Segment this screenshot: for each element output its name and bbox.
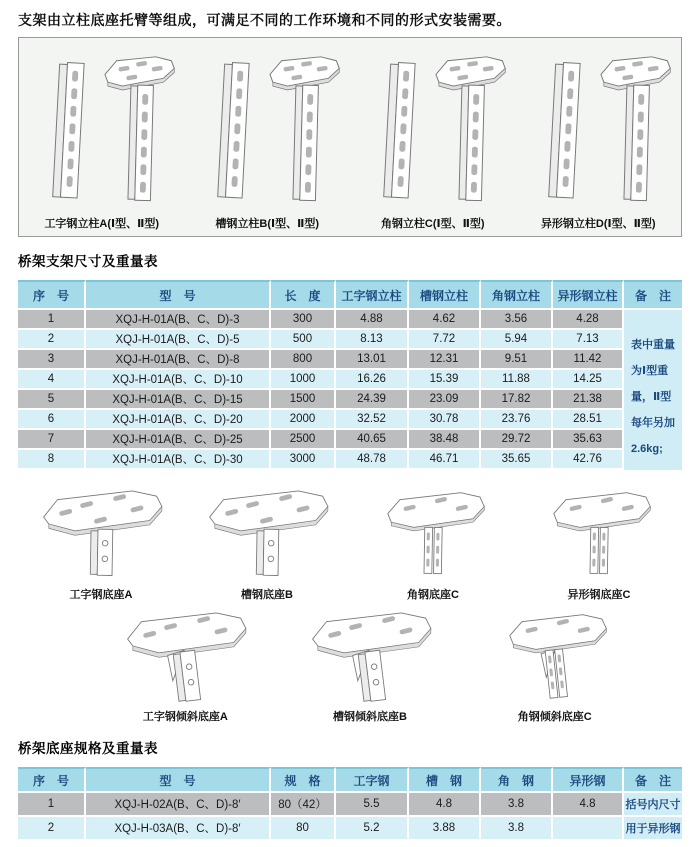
cell-angle-weight: 17.82 (481, 390, 553, 410)
cell-special-weight: 21.38 (553, 390, 624, 410)
base-figure-b (184, 484, 350, 602)
angle-column-drawing (359, 49, 507, 215)
cell-ibeam-weight: 8.13 (336, 330, 409, 350)
base-label-d: 异形钢底座C (567, 589, 631, 601)
cell-channel-weight: 3.88 (409, 817, 481, 841)
cell-special-weight: 11.42 (553, 350, 624, 370)
tilt-base-figure-a (93, 606, 278, 724)
tilt-base-label-c: 角钢倾斜底座C (517, 711, 592, 723)
channel-tilt-base-drawing (291, 606, 449, 706)
cell-special-weight: 42.76 (553, 450, 624, 470)
cell-model: XQJ-H-01A(B、C、D)-5 (86, 330, 271, 350)
cell-index: 7 (18, 430, 86, 450)
cell-spec: 80（42） (271, 793, 336, 817)
table-row (18, 330, 624, 350)
cell-special-weight (553, 817, 624, 841)
column-header: 工字钢立柱 (336, 280, 409, 310)
cell-special-weight: 7.13 (553, 330, 624, 350)
support-table-header-row (18, 280, 624, 310)
column-header: 工字钢 (336, 767, 409, 793)
remark-line: 每年另加 (631, 417, 675, 429)
cell-model: XQJ-H-01A(B、C、D)-25 (86, 430, 271, 450)
cell-index: 1 (18, 793, 86, 817)
cell-index: 2 (18, 330, 86, 350)
column-header: 槽钢立柱 (409, 280, 481, 310)
support-table-body (18, 310, 624, 470)
table-row (18, 390, 624, 410)
ibeam-base-drawing (22, 484, 180, 584)
support-table-title: 桥架支架尺寸及重量表 (18, 254, 158, 269)
column-header: 异形钢 (553, 767, 624, 793)
channel-base-drawing (188, 484, 346, 584)
cell-spec: 80 (271, 817, 336, 841)
cell-ibeam-weight: 40.65 (336, 430, 409, 450)
intro-text: 支架由立柱底座托臂等组成，可满足不同的工作环境和不同的形式安装需要。 (18, 12, 511, 28)
cell-ibeam-weight: 5.5 (336, 793, 409, 817)
table-row (18, 793, 624, 817)
cell-length: 500 (271, 330, 336, 350)
table-row (18, 350, 624, 370)
cell-special-weight: 35.63 (553, 430, 624, 450)
base-label-a: 工字钢底座A (69, 589, 133, 601)
column-label-c: 角钢立柱C(Ⅰ型、Ⅱ型) (380, 218, 485, 230)
base-figure-c (350, 484, 516, 602)
cell-angle-weight: 29.72 (481, 430, 553, 450)
cell-angle-weight: 9.51 (481, 350, 553, 370)
remark-header: 备 注 (624, 767, 682, 793)
table-row (18, 450, 624, 470)
base-remark-column (624, 767, 682, 841)
cell-model: XQJ-H-01A(B、C、D)-30 (86, 450, 271, 470)
remark-line: 为Ⅰ型重 (631, 365, 669, 377)
column-header: 异形钢立柱 (553, 280, 624, 310)
column-header: 型 号 (86, 767, 271, 793)
tilt-base-label-a: 工字钢倾斜底座A (142, 711, 228, 723)
column-label-a: 工字钢立柱A(Ⅰ型、Ⅱ型) (44, 218, 160, 230)
ibeam-column-drawing (28, 49, 176, 215)
base-table (18, 767, 624, 841)
tilt-base-label-b: 槽钢倾斜底座B (333, 711, 407, 723)
cell-channel-weight: 38.48 (409, 430, 481, 450)
column-label-d: 异形钢立柱D(Ⅰ型、Ⅱ型) (540, 218, 656, 230)
cell-angle-weight: 23.76 (481, 410, 553, 430)
column-header: 长 度 (271, 280, 336, 310)
cell-special-weight: 28.51 (553, 410, 624, 430)
cell-ibeam-weight: 13.01 (336, 350, 409, 370)
table-row (18, 370, 624, 390)
cell-model: XQJ-H-01A(B、C、D)-20 (86, 410, 271, 430)
cell-index: 8 (18, 450, 86, 470)
cell-model: XQJ-H-02A(B、C、D)-8′ (86, 793, 271, 817)
table-row (18, 410, 624, 430)
base-remark-cells (624, 793, 682, 841)
remark-cell: 括号内尺寸 (624, 793, 682, 817)
remark-header: 备 注 (624, 280, 682, 310)
remark-line: 量，Ⅱ型 (631, 391, 672, 403)
cell-length: 2500 (271, 430, 336, 450)
angle-tilt-base-drawing (476, 606, 634, 706)
channel-column-drawing (193, 49, 341, 215)
column-header: 序 号 (18, 280, 86, 310)
cell-channel-weight: 15.39 (409, 370, 481, 390)
cell-ibeam-weight: 4.88 (336, 310, 409, 330)
column-header: 槽 钢 (409, 767, 481, 793)
column-header: 角 钢 (481, 767, 553, 793)
base-table-header-row (18, 767, 624, 793)
column-figure-d (516, 38, 682, 236)
base-figure-a (18, 484, 184, 602)
column-header: 序 号 (18, 767, 86, 793)
cell-ibeam-weight: 32.52 (336, 410, 409, 430)
cell-model: XQJ-H-01A(B、C、D)-3 (86, 310, 271, 330)
column-drawings-panel (18, 37, 682, 237)
cell-model: XQJ-H-01A(B、C、D)-15 (86, 390, 271, 410)
cell-angle-weight: 11.88 (481, 370, 553, 390)
tilt-base-figure-c (462, 606, 647, 724)
base-table-title: 桥架底座规格及重量表 (18, 741, 158, 756)
angle-base-drawing (354, 484, 512, 584)
cell-angle-weight: 3.8 (481, 793, 553, 817)
special-column-drawing (524, 49, 672, 215)
column-figure-c (350, 38, 516, 236)
cell-channel-weight: 4.8 (409, 793, 481, 817)
cell-special-weight: 4.28 (553, 310, 624, 330)
column-label-b: 槽钢立柱B(Ⅰ型、Ⅱ型) (215, 218, 320, 230)
tilt-base-figure-b (278, 606, 463, 724)
cell-channel-weight: 30.78 (409, 410, 481, 430)
cell-length: 2000 (271, 410, 336, 430)
base-figure-d (516, 484, 682, 602)
base-drawings-row1 (18, 484, 682, 602)
table-row (18, 310, 624, 330)
remark-note (624, 310, 682, 470)
column-header: 角钢立柱 (481, 280, 553, 310)
cell-angle-weight: 3.56 (481, 310, 553, 330)
cell-model: XQJ-H-03A(B、C、D)-8′ (86, 817, 271, 841)
base-label-c: 角钢底座C (407, 589, 459, 601)
remark-cell: 用于异形钢 (624, 817, 682, 841)
cell-special-weight: 4.8 (553, 793, 624, 817)
cell-ibeam-weight: 5.2 (336, 817, 409, 841)
table-row (18, 430, 624, 450)
cell-length: 300 (271, 310, 336, 330)
remark-line: 表中重量 (631, 339, 675, 351)
cell-special-weight: 14.25 (553, 370, 624, 390)
cell-length: 1500 (271, 390, 336, 410)
base-table-body (18, 793, 624, 841)
cell-index: 1 (18, 310, 86, 330)
base-drawings-row2 (18, 606, 682, 724)
cell-length: 800 (271, 350, 336, 370)
cell-channel-weight: 12.31 (409, 350, 481, 370)
base-table-wrap (18, 767, 682, 841)
cell-angle-weight: 3.8 (481, 817, 553, 841)
cell-model: XQJ-H-01A(B、C、D)-8 (86, 350, 271, 370)
ibeam-tilt-base-drawing (106, 606, 264, 706)
column-header: 规 格 (271, 767, 336, 793)
cell-channel-weight: 46.71 (409, 450, 481, 470)
support-table (18, 280, 624, 470)
cell-ibeam-weight: 48.78 (336, 450, 409, 470)
cell-index: 4 (18, 370, 86, 390)
special-base-drawing (520, 484, 678, 584)
cell-channel-weight: 4.62 (409, 310, 481, 330)
cell-ibeam-weight: 16.26 (336, 370, 409, 390)
base-label-b: 槽钢底座B (241, 589, 293, 601)
cell-index: 6 (18, 410, 86, 430)
column-figure-b (185, 38, 351, 236)
remark-line: 2.6kg; (631, 443, 663, 455)
column-header: 型 号 (86, 280, 271, 310)
cell-model: XQJ-H-01A(B、C、D)-10 (86, 370, 271, 390)
cell-length: 1000 (271, 370, 336, 390)
support-remark-column (624, 280, 682, 470)
cell-channel-weight: 7.72 (409, 330, 481, 350)
cell-angle-weight: 35.65 (481, 450, 553, 470)
cell-length: 3000 (271, 450, 336, 470)
cell-ibeam-weight: 24.39 (336, 390, 409, 410)
support-table-wrap (18, 280, 682, 470)
column-figure-a (19, 38, 185, 236)
cell-index: 5 (18, 390, 86, 410)
cell-index: 2 (18, 817, 86, 841)
cell-channel-weight: 23.09 (409, 390, 481, 410)
cell-index: 3 (18, 350, 86, 370)
table-row (18, 817, 624, 841)
cell-angle-weight: 5.94 (481, 330, 553, 350)
